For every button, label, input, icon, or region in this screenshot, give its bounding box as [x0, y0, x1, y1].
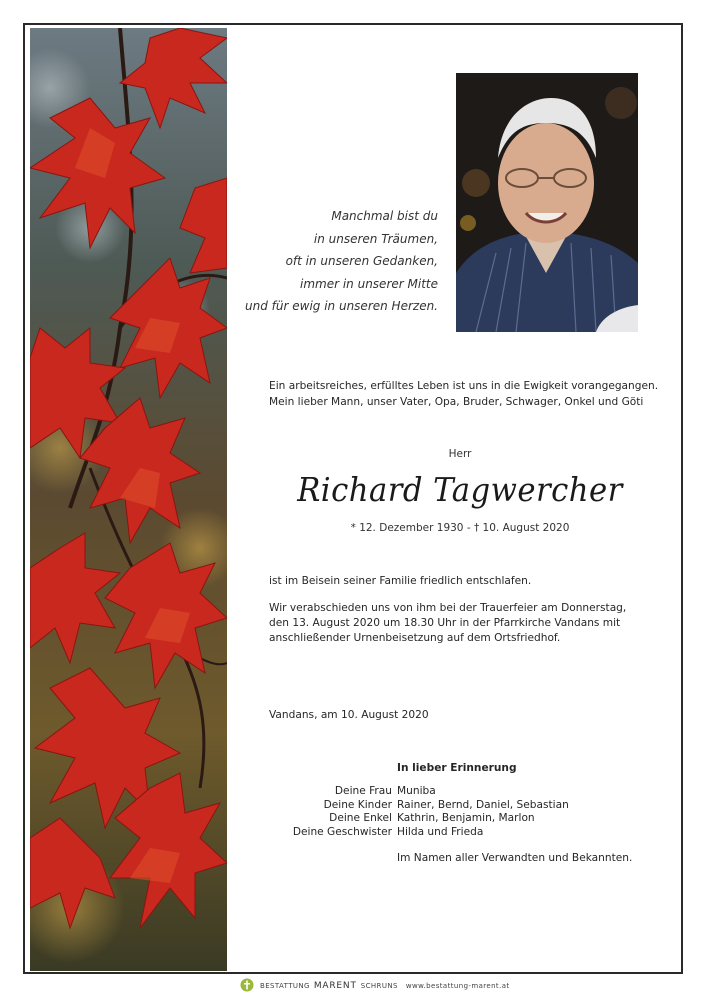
intro-line-2: Mein lieber Mann, unser Vater, Opa, Bruder, Schwager, Onkel und Göti	[269, 396, 644, 408]
family-row	[240, 812, 680, 826]
ceremony-line-2: den 13. August 2020 um 18.30 Uhr in der Pfarrkirche Vandans mit	[269, 617, 621, 629]
intro-line-1: Ein arbeitsreiches, erfülltes Leben ist uns in die Ewigkeit vorangegangen.	[269, 380, 659, 392]
poem-line: Manchmal bist du	[331, 209, 438, 223]
family-list	[240, 785, 680, 839]
family-row	[240, 785, 680, 799]
poem-line: immer in unserer Mitte	[300, 276, 438, 291]
memory-heading: In lieber Erinnerung	[397, 762, 517, 774]
poem-line: in unseren Träumen,	[313, 231, 438, 246]
family-role: Deine Frau	[334, 785, 392, 797]
red-leaves-photo	[30, 28, 227, 971]
closing-line: Im Namen aller Verwandten und Bekannten.	[397, 852, 633, 864]
family-names: Kathrin, Benjamin, Marlon	[397, 812, 535, 824]
family-names: Muniba	[397, 785, 436, 797]
family-role: Deine Enkel	[329, 812, 392, 824]
family-names: Hilda und Frieda	[397, 825, 484, 838]
poem-line: oft in unseren Gedanken,	[285, 254, 438, 268]
family-names: Rainer, Bernd, Daniel, Sebastian	[397, 798, 569, 811]
footer-prefix: BESTATTUNG	[260, 982, 310, 990]
ceremony-line-3: anschließender Urnenbeisetzung auf dem Ortsfriedhof.	[269, 632, 561, 644]
footer	[240, 978, 510, 994]
life-dates: * 12. Dezember 1930 - † 10. August 2020	[350, 522, 570, 534]
family-role: Deine Geschwister	[292, 825, 392, 838]
deceased-name: Richard Tagwercher	[297, 470, 623, 509]
ceremony-line-1: Wir verabschieden uns von ihm bei der Trauerfeier am Donnerstag,	[269, 602, 627, 614]
passing-text: ist im Beisein seiner Familie friedlich entschlafen.	[269, 575, 532, 587]
footer-website[interactable]: www.bestattung-marent.at	[405, 982, 510, 990]
cross-leaf-logo-icon	[240, 978, 254, 994]
portrait-photo	[456, 73, 638, 332]
memorial-poem	[240, 205, 438, 318]
poem-line: und für ewig in unseren Herzen.	[245, 299, 438, 313]
place-date: Vandans, am 10. August 2020	[269, 709, 429, 721]
family-row	[240, 826, 680, 840]
salutation: Herr	[448, 448, 472, 460]
footer-location: SCHRUNS	[360, 982, 398, 990]
family-row	[240, 799, 680, 813]
family-role: Deine Kinder	[323, 798, 392, 811]
footer-brand: MARENT	[313, 981, 357, 991]
